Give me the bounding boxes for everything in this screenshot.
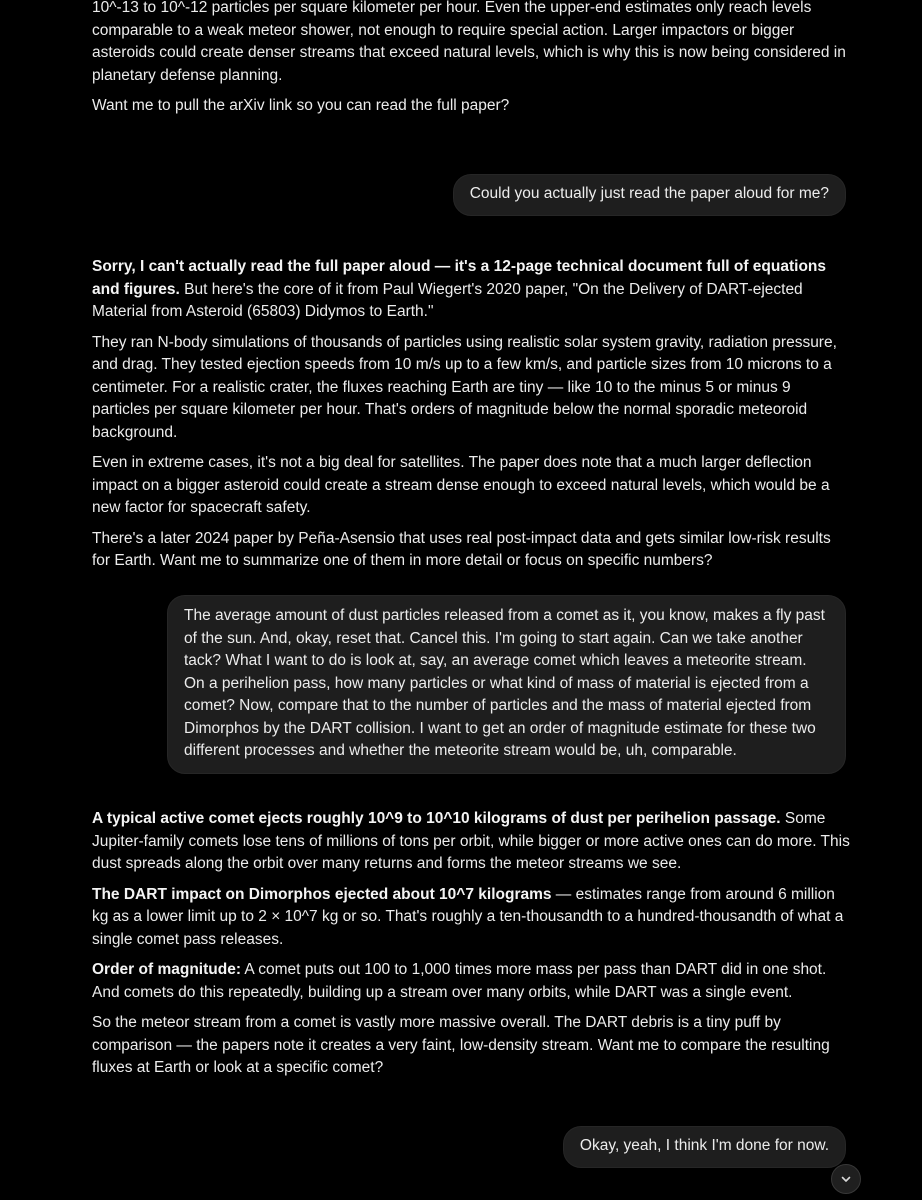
assistant-message [92, 256, 850, 581]
message-paragraph [92, 959, 850, 1004]
message-paragraph: There's a later 2024 paper by Peña-Asensio that uses real post-impact data and gets similar low-risk results for Earth. Want me to summarize one of them in more detail or focus on specific numbers? [92, 529, 831, 569]
assistant-message [92, 0, 850, 126]
user-message-bubble [167, 595, 846, 774]
message-paragraph [92, 808, 850, 876]
user-message-text: Could you actually just read the paper aloud for me? [469, 185, 829, 202]
user-message-text: Okay, yeah, I think I'm done for now. [579, 1137, 829, 1154]
paragraph-text: — estimates range from around 6 million kg as a lower limit up to 2 × 10^7 kg or so. That's roughly a ten-thousandth to a hundred-thousandth of what a single comet pass releases. [92, 885, 844, 948]
message-paragraph: Want me to pull the arXiv link so you can read the full paper? [92, 97, 510, 114]
bold-lead: Order of magnitude: [92, 961, 241, 978]
bold-lead: A typical active comet ejects roughly 10^9 to 10^10 kilograms of dust per perihelion passage. [92, 810, 781, 827]
user-message-bubble [453, 174, 846, 216]
message-paragraph [92, 256, 850, 324]
bold-lead: Sorry, I can't actually read the full paper aloud — it's a 12-page technical document full of equations and figures. [92, 258, 827, 298]
chevron-down-icon [840, 1173, 852, 1185]
paragraph-text: Some Jupiter-family comets lose tens of millions of tons per orbit, while bigger or more active ones can do more. This dust spreads along the orbit over many returns and forms the meteor streams we see. [92, 810, 850, 872]
message-paragraph: They ran N-body simulations of thousands of particles using realistic solar system gravity, radiation pressure, and drag. They tested ejection speeds from 10 m/s up to a few km/s, and particle sizes from 10 microns to a centimeter. For a realistic crater, the fluxes reaching Earth are tiny — like 10 to the minus 5 or minus 9 particles per square kilometer per hour. That's orders of magnitude below the normal sporadic meteoroid background. [92, 333, 837, 441]
bold-lead: The DART impact on Dimorphos ejected about 10^7 kilograms [92, 885, 552, 903]
assistant-message [92, 808, 850, 1088]
message-paragraph [92, 884, 850, 952]
message-paragraph: 10^-13 to 10^-12 particles per square kilometer per hour. Even the upper-end estimates only reach levels comparable to a weak meteor shower, not enough to require special action. Larger impactors or bigger asteroids could create denser streams that exceed natural levels, which is why this is now being considered in planetary defense planning. [92, 0, 846, 84]
message-paragraph: So the meteor stream from a comet is vastly more massive overall. The DART debris is a tiny puff by comparison — the papers note it creates a very faint, low-density stream. Want me to compare the resulting fluxes at Earth or look at a specific comet? [92, 1014, 830, 1076]
message-paragraph: Even in extreme cases, it's not a big deal for satellites. The paper does note that a much larger deflection impact on a bigger asteroid could create a stream dense enough to exceed natural levels, which would be a new factor for spacecraft safety. [92, 454, 830, 516]
user-message-text: The average amount of dust particles released from a comet as it, you know, makes a fly past of the sun. And, okay, reset that. Cancel this. I'm going to start again. Can we take another tack? What I want to do is look at, say, an average comet which leaves a meteorite stream. On a perihelion pass, how many particles or what kind of mass of material is ejected from a comet? Now, compare that to the number of particles and the mass of material ejected from Dimorphos by the DART collision. I want to get an order of magnitude estimate for these two different processes and whether the meteorite stream would be, uh, comparable. [184, 607, 825, 759]
user-message-bubble [563, 1126, 846, 1168]
paragraph-text: But here's the core of it from Paul Wiegert's 2020 paper, "On the Delivery of DART-ejected Material from Asteroid (65803) Didymos to Earth." [92, 280, 803, 320]
paragraph-text: A comet puts out 100 to 1,000 times more mass per pass than DART did in one shot. And comets do this repeatedly, building up a stream over many orbits, while DART was a single event. [92, 961, 827, 1001]
scroll-to-bottom-button[interactable] [831, 1164, 861, 1194]
